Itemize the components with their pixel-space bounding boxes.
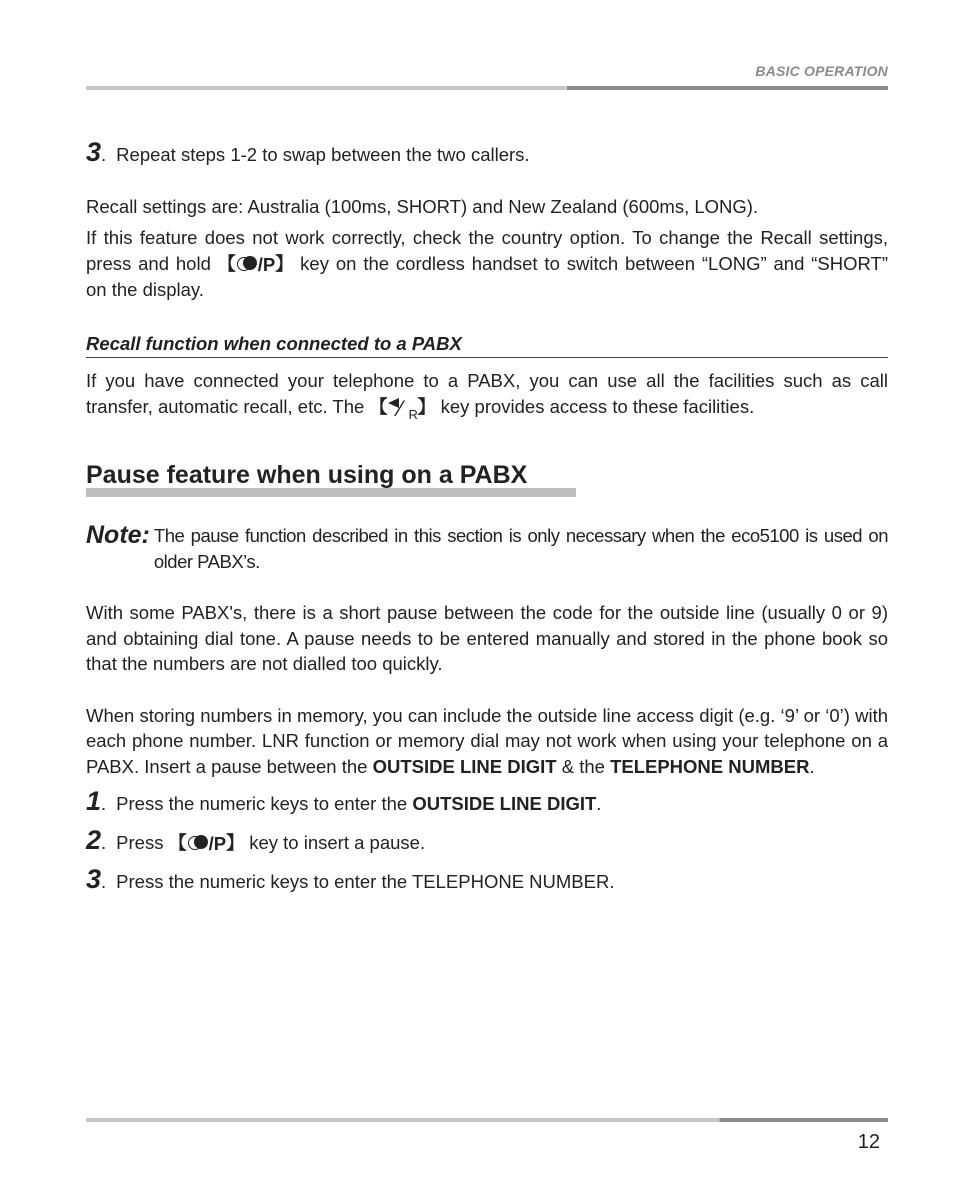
- recall-arrow-icon: ⁄ R: [387, 396, 417, 418]
- pause-circles-icon: [187, 835, 209, 851]
- recall-settings: Recall settings are: Australia (100ms, SHORT) and New Zealand (600ms, LONG).: [86, 195, 759, 217]
- note-label: Note:: [86, 521, 150, 549]
- memory-paragraph: When storing numbers in memory, you can include the outside line access digit (e.g. ‘9’ or ‘0’) with each phone number. LNR function or memory dial may not work when using your telephone on a PABX. Insert a pause between the OUTSIDE LINE DIGIT & the TELEPHONE NUMBER.: [86, 704, 888, 777]
- pabx-paragraph: If you have connected your telephone to a PABX, you can use all the facilities such as call transfer, automatic recall, etc. The 【 ⁄ R 】 key provides access to these facilities.: [86, 370, 888, 423]
- pause-key: 【 /P 】: [168, 832, 245, 854]
- recall-key: 【 ⁄ R 】: [369, 396, 436, 423]
- recall-feature-paragraph: If this feature does not work correctly, check the country option. To change the Recall settings, press and hold 【 /P 】 key on the cordless handset to switch between “LONG” and “SHORT” on the display.: [86, 227, 889, 300]
- footer-rule: [86, 1118, 888, 1122]
- step-text: Repeat steps 1-2 to swap between the two callers.: [116, 144, 530, 165]
- header-rule: [86, 86, 888, 90]
- step-2: 2. Press 【 /P 】 key to insert a pause.: [86, 824, 426, 855]
- pause-circles-icon: [236, 256, 258, 272]
- note-block: [86, 523, 888, 575]
- page-number: 12: [857, 1131, 880, 1153]
- running-header: BASIC OPERATION: [755, 63, 888, 79]
- step-3: 3. Press the numeric keys to enter the TELEPHONE NUMBER.: [86, 864, 615, 894]
- step-number: 3: [86, 864, 102, 894]
- page-content: [86, 137, 889, 895]
- pabx-pause-paragraph: With some PABX's, there is a short pause between the code for the outside line (usually 0 or 9) and obtaining dial tone. A pause needs to be entered manually and stored in the phone book so that the numbers are not dialled too quickly.: [86, 602, 888, 674]
- step-1: 1. Press the numeric keys to enter the OUTSIDE LINE DIGIT.: [86, 786, 602, 816]
- step-number: 1: [86, 786, 102, 816]
- note-text: The pause function described in this section is only necessary when the eco5100 is used on older PABX’s.: [153, 525, 888, 572]
- pause-key: 【 /P 】: [217, 253, 294, 275]
- step-number: 2: [86, 824, 102, 855]
- intro-step: 3. Repeat steps 1-2 to swap between the two callers.: [86, 137, 530, 167]
- section-heading-pause: Pause feature when using on a PABX: [86, 461, 528, 489]
- step-number: 3: [86, 137, 102, 167]
- subheading-recall-pabx: Recall function when connected to a PABX: [86, 331, 888, 359]
